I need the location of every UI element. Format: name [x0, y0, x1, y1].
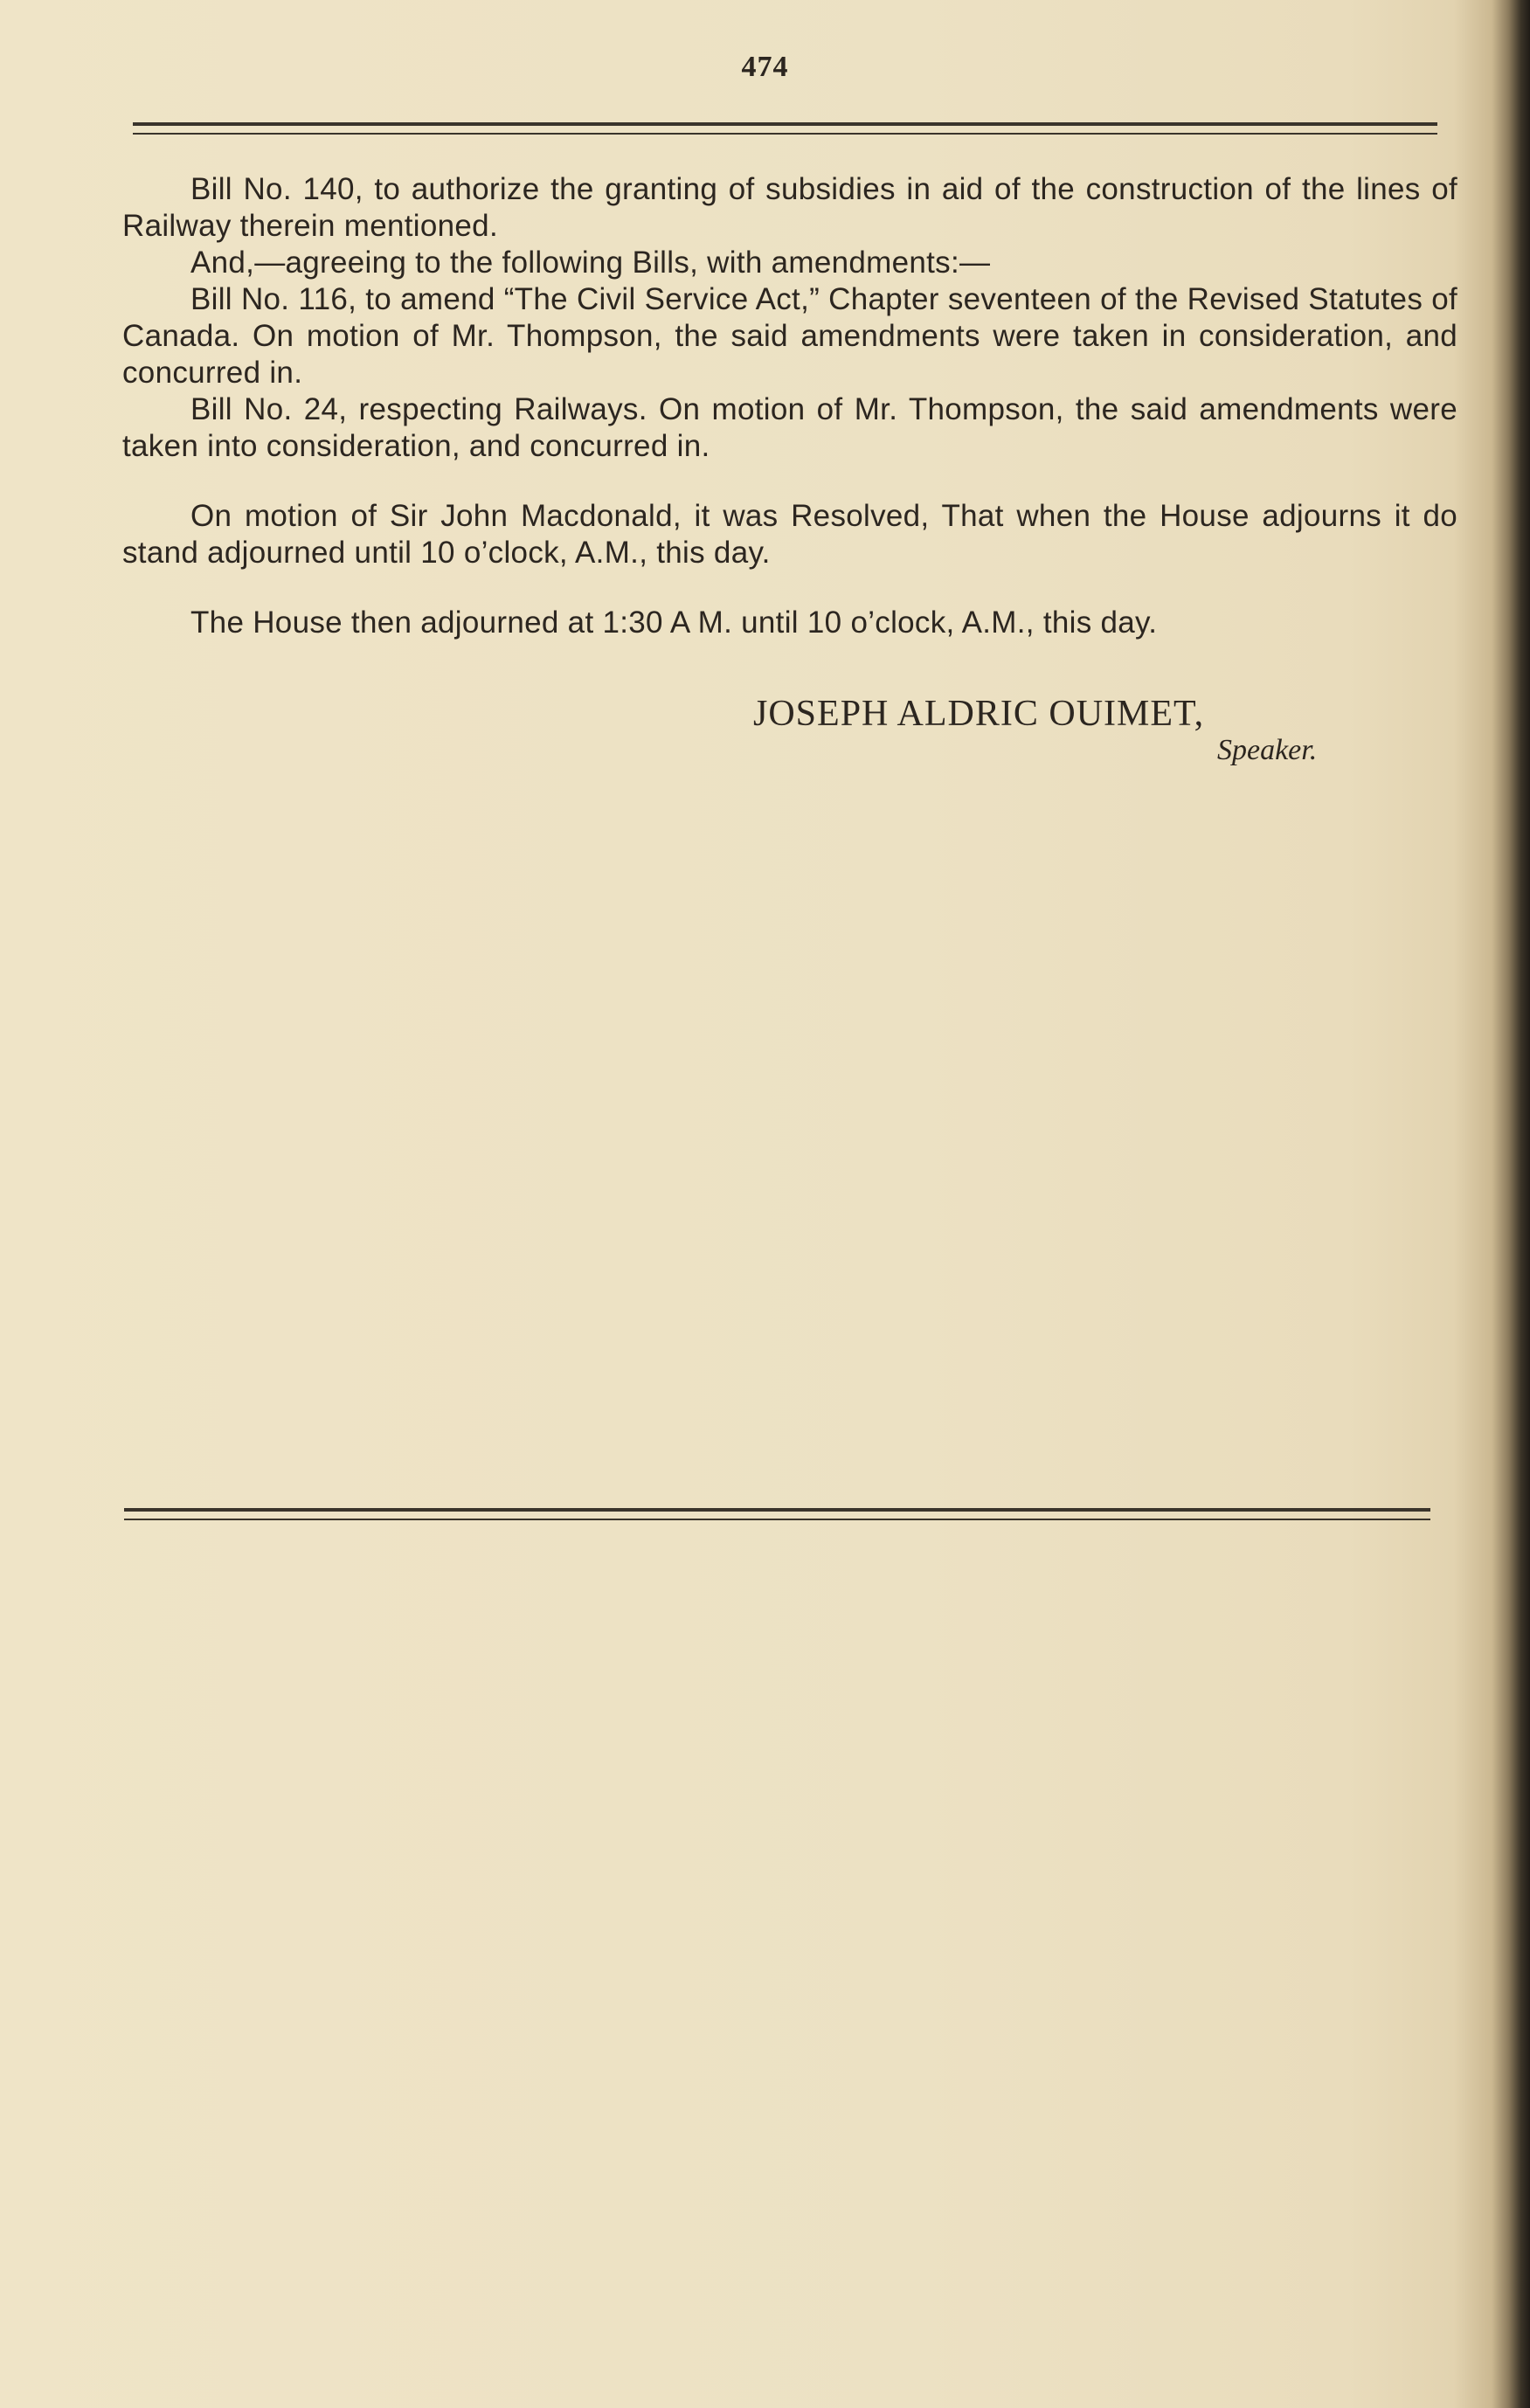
paragraph-adjournment-motion: On motion of Sir John Macdonald, it was Resolved, That when the House adjourns it do stand adjourned until 10 o’clock, A.M., this day.: [122, 499, 1457, 570]
paragraph-house-adjourned: The House then adjourned at 1:30 A M. until 10 o’clock, A.M., this day.: [190, 605, 1158, 640]
main-text: [122, 171, 1457, 641]
header-rule-bottom: [133, 133, 1437, 135]
signature-name: JOSEPH ALDRIC OUIMET,: [753, 694, 1205, 734]
header-rule-top: [133, 122, 1437, 126]
signature-title: Speaker.: [1217, 734, 1318, 766]
paragraph-bill-116: Bill No. 116, to amend “The Civil Service Act,” Chapter seventeen of the Revised Statutes of Canada. On motion of Mr. Thompson, the said amendments were taken in consideration, and concurred in.: [122, 282, 1457, 390]
paragraph-agreeing-amendments: And,—agreeing to the following Bills, with amendments:—: [190, 246, 991, 280]
page-number: 474: [741, 51, 789, 83]
footer-rule-bottom: [124, 1519, 1430, 1520]
paragraph-bill-140: Bill No. 140, to authorize the granting of subsidies in aid of the construction of the lines of Railway therein mentioned.: [122, 172, 1457, 243]
footer-rule-top: [124, 1508, 1430, 1512]
paragraph-bill-24: Bill No. 24, respecting Railways. On motion of Mr. Thompson, the said amendments were taken into consideration, and concurred in.: [122, 392, 1457, 463]
